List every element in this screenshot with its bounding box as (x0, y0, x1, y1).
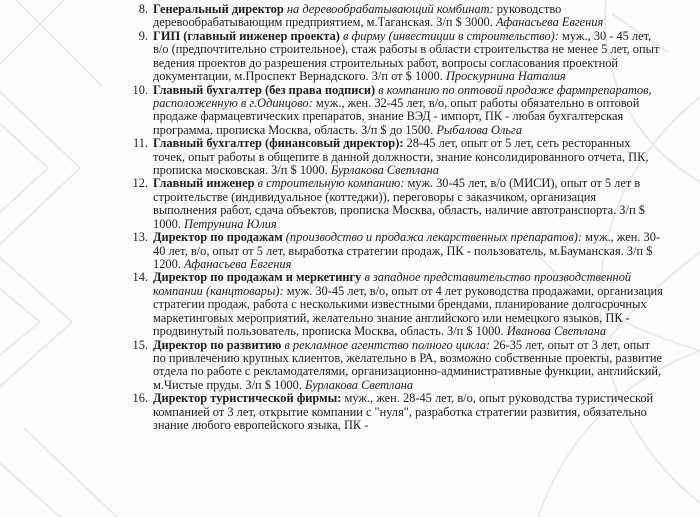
item-number: 11. (132, 136, 148, 151)
vacancy-contact: Рыбалова Ольга (436, 122, 523, 137)
vacancy-description: муж., жен. 30-40 лет, в/о, опыт от 5 лет, выработка стратегии продаж, ПК - пользователь, м.Бауманская. З/п $ 1200. (153, 230, 661, 272)
item-text (153, 30, 663, 84)
vacancy-company: в западное представительство производственной компании (канцтовары): (153, 270, 632, 298)
vacancy-description: муж. 30-45 лет, в/о, опыт от 4 лет руководства продажами, организация стратегии продаж, работа с несколькими известными брендами, планирование долгосрочных маркетинговых мероприятий, желательно знание английского или немецкого языков, ПК - продвинутый пользователь, прописка Москва, область. З/п $ 1000. (153, 283, 663, 339)
item-number: 15. (132, 337, 148, 352)
vacancy-contact: Афанасьева Евгения (495, 15, 604, 30)
vacancy-title: Директор по развитию (153, 337, 282, 352)
item-number: 16. (132, 391, 148, 406)
list-item-15 (126, 339, 663, 393)
vacancy-description: руководство деревообрабатывающим предприятием, м.Таганская. З/п $ 3000. (153, 2, 562, 30)
vacancy-list (126, 3, 663, 433)
item-text (153, 339, 663, 393)
vacancy-company: (производство и продажа лекарственных препаратов): (285, 230, 582, 245)
vacancy-description: муж., жен. 32-45 лет, в/о, опыт работы обязательно в оптовой продаже фармацевтических препаратов, знание ВЭД - импорт, ПК - любая бухгалтерская программа, прописка Москва, область. З/п $ до 1500. (153, 95, 640, 137)
vacancy-description: муж., жен. 28-45 лет, в/о, опыт руководства туристической компанией от 3 лет, открытие компании с "нуля", разработка стратегии развития, обязательно знание любого европейского языка, ПК - (153, 391, 654, 433)
list-item-9 (126, 30, 663, 84)
vacancy-title: ГИП (главный инженер проекта) (153, 28, 340, 43)
list-item-8 (126, 3, 663, 30)
item-number: 8. (138, 2, 148, 16)
vacancy-description: 26-35 лет, опыт от 3 лет, опыт по привлечению крупных клиентов, желательно в РА, возможно собственные проекты, развитие отдела по работе с рекламодателями, организационно-административные функции, английский, м.Чистые пруды. З/п $ 1000. (153, 337, 663, 392)
item-text (153, 271, 663, 338)
watermark-chevron (0, 252, 72, 392)
item-number: 9. (138, 28, 148, 43)
vacancy-contact: Афанасьева Евгения (184, 257, 292, 272)
list-item-16 (126, 392, 663, 432)
vacancy-company: в рекламное агентство полного цикла: (284, 337, 491, 352)
vacancy-contact: Бурлакова Светлана (330, 163, 439, 178)
vacancy-description: 28-45 лет, опыт от 5 лет, сеть ресторанных точек, опыт работы в общепите в данной должности, знание консолидированного отчета, ПК, прописка московская. З/п $ 1000. (153, 136, 649, 178)
vacancy-company: в фирму (инвестиции в строительство): (343, 28, 559, 43)
watermark-chevron (0, 284, 40, 360)
vacancy-company: в строительную компанию: (257, 176, 405, 191)
item-text (153, 231, 663, 271)
watermark-line (24, 428, 122, 517)
watermark-chevron (0, 118, 48, 218)
list-item-12 (126, 177, 663, 231)
item-number: 14. (132, 270, 148, 285)
watermark-chevron (0, 86, 80, 250)
item-text (153, 3, 663, 30)
vacancy-description: муж. 30-45 лет, в/о (МИСИ), опыт от 5 лет в строительстве (индивидуальное (коттеджи)), переговоры с заказчиком, организация выполнения работ, сдача объектов, прописка Москва, область, наличие автотранспорта. З/п $ 1000. (153, 176, 645, 231)
vacancy-title: Директор по продажам (153, 230, 283, 245)
vacancy-title: Главный инженер (153, 176, 255, 191)
item-number: 10. (132, 82, 148, 97)
vacancy-contact: Петрунина Юлия (184, 216, 277, 231)
list-item-14 (126, 271, 663, 338)
item-number: 13. (132, 230, 148, 245)
vacancy-contact: Иванова Светлана (506, 324, 607, 339)
vacancy-contact: Бурлакова Светлана (305, 377, 414, 392)
item-number: 12. (132, 176, 148, 191)
item-text (153, 177, 663, 231)
list-item-13 (126, 231, 663, 271)
watermark-line (0, 458, 66, 517)
item-text (153, 392, 663, 432)
vacancy-title: Директор по продажам и меркетингу (153, 270, 362, 285)
vacancy-title: Директор туристической фирмы: (153, 391, 342, 406)
vacancy-description: муж., 30 - 45 лет, в/о (предпочтительно строительное), стаж работы в области строительства не менее 5 лет, опыт ведения проектов до разрешения строительных работ, вопросы согласования проектной документации, м.Проспект Вернадского. З/п от $ 1000. (153, 28, 660, 84)
item-text (153, 84, 663, 138)
vacancy-contact: Проскурнина Наталия (445, 69, 566, 84)
vacancy-title: Главный бухгалтер (без права подписи) (153, 82, 376, 97)
list-item-11 (126, 137, 663, 177)
vacancy-title: Генеральный директор (153, 2, 284, 16)
watermark-line (10, 0, 102, 86)
vacancy-company: в компанию по оптовой продаже фармпрепаратов, расположенную в г.Одинцово: (153, 82, 652, 110)
vacancy-company: на деревообрабатывающий комбинат: (286, 2, 494, 16)
list-item-10 (126, 84, 663, 138)
watermark-line (0, 0, 70, 70)
vacancy-title: Главный бухгалтер (финансовый директор): (153, 136, 404, 151)
item-text (153, 137, 663, 177)
